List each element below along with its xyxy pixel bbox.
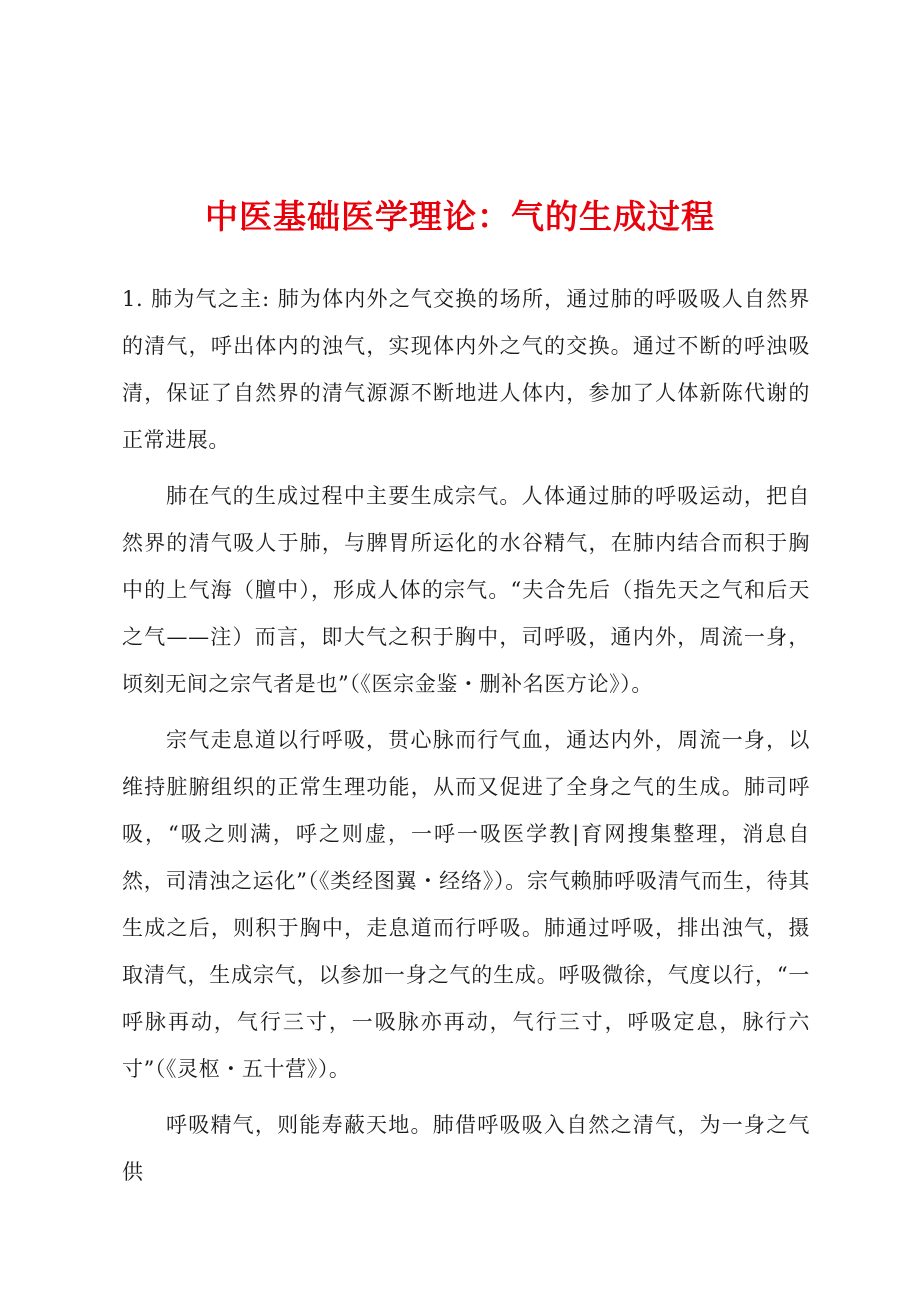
document-body <box>122 276 810 1205</box>
paragraph-zong-qi-function: 宗气走息道以行呼吸，贯心脉而行气血，通达内外，周流一身，以维持脏腑组织的正常生理功能，从而又促进了全身之气的生成。肺司呼吸，“吸之则满，呼之则虚，一呼一吸医学教|育网搜集整理，消息自然，司清浊之运化”（《类经图翼・经络》）。宗气赖肺呼吸清气而生，待其生成之后，则积于胸中，走息道而行呼吸。肺通过呼吸，排出浊气，摄取清气，生成宗气，以参加一身之气的生成。呼吸微徐，气度以行，“一呼脉再动，气行三寸，一吸脉亦再动，气行三寸，呼吸定息，脉行六寸”（《灵枢・五十营》）。 <box>122 728 810 1081</box>
document-title: 中医基础医学理论：气的生成过程 <box>205 197 715 236</box>
paragraph-lung-governs-qi: 1. 肺为气之主: 肺为体内外之气交换的场所，通过肺的呼吸吸人自然界的清气，呼出体内的浊气，实现体内外之气的交换。通过不断的呼浊吸清，保证了自然界的清气源源不断地进人体内，参加了人体新陈代谢的正常进展。 <box>122 287 810 452</box>
paragraph-breathing-essence: 呼吸精气，则能寿蔽天地。肺借呼吸吸入自然之清气，为一身之气供 <box>122 1113 810 1184</box>
paragraph-zong-qi-formation: 肺在气的生成过程中主要生成宗气。人体通过肺的呼吸运动，把自然界的清气吸人于肺，与脾胃所运化的水谷精气，在肺内结合而积于胸中的上气海（膻中），形成人体的宗气。“夫合先后（指先天之气和后天之气——注）而言，即大气之积于胸中，司呼吸，通内外，周流一身，顷刻无间之宗气者是也”（《医宗金鉴・删补名医方论》）。 <box>122 484 810 696</box>
